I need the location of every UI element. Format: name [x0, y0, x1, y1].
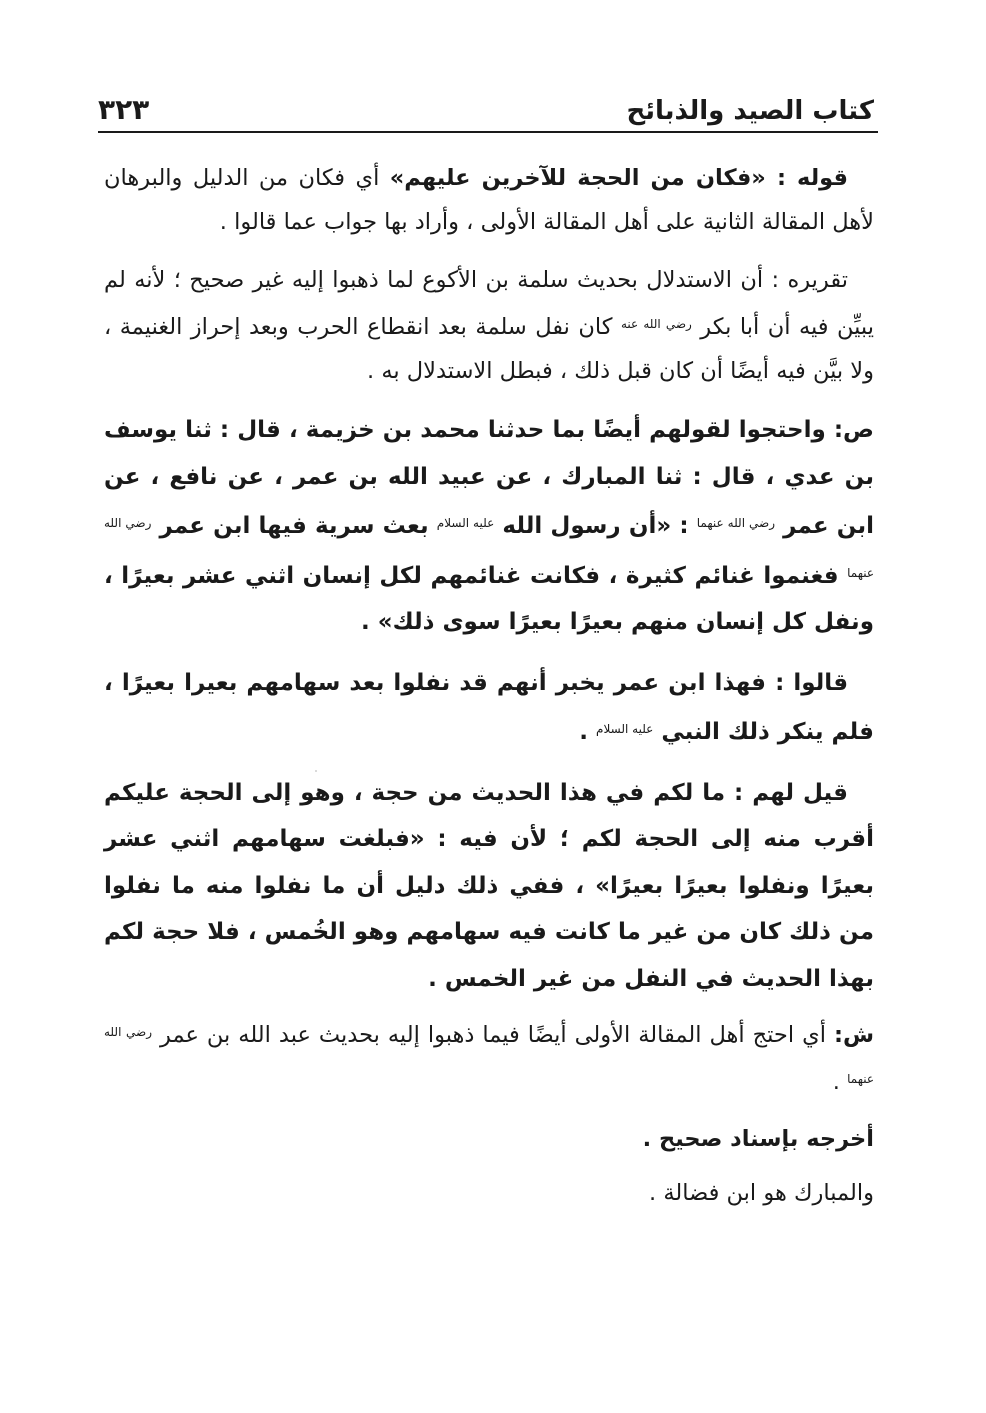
quoted-phrase: قوله : «فكان من الحجة للآخرين عليهم»: [389, 165, 848, 191]
section-marker: ش:: [833, 1022, 874, 1048]
paragraph-text: بعث سرية فيها ابن عمر: [151, 513, 437, 539]
honorific-symbol: رضي الله عنهما: [104, 516, 874, 580]
paragraph-commentary-2: [104, 258, 874, 393]
honorific-symbol: رضي الله عنهما: [696, 516, 775, 530]
paragraph-text: .: [832, 1069, 848, 1095]
paragraph-hadith: [104, 407, 874, 646]
scan-speck: [315, 770, 317, 772]
paragraph-commentary-1: [104, 156, 874, 244]
page-header: [98, 78, 874, 124]
honorific-symbol: رضي الله عنهما: [104, 1025, 874, 1086]
header-rule: [98, 131, 878, 133]
page-number: ٣٢٣: [98, 93, 150, 126]
narrator-note: والمبارك هو ابن فضالة .: [649, 1180, 874, 1206]
honorific-symbol: عليه السلام: [596, 722, 654, 736]
paragraph-text: كان نفل سلمة بعد انقطاع الحرب وبعد إحراز الغنيمة ، ولا بيَّن فيه أيضًا أن كان قبل ذلك ، فبطل الاستدلال به .: [104, 314, 874, 384]
honorific-symbol: رضي الله عنه: [620, 317, 692, 331]
paragraph-text: قيل لهم : ما لكم في هذا الحديث من حجة ، وهو إلى الحجة عليكم أقرب منه إلى الحجة لكم ؛ لأن فيه : «فبلغت سهامهم اثني عشر بعيرًا ونفلوا بعيرًا بعيرًا» ، ففي ذلك دليل أن ما نفلوا منه ما نفلوا من ذلك كان من غير ما كانت فيه سهامهم وهو الخُمس ، فلا حجة لكم بهذا الحديث في النفل من غير الخمس .: [104, 779, 874, 992]
paragraph-text: قالوا : فهذا ابن عمر يخبر أنهم قد نفلوا بعد سهامهم بعيرا بعيرًا ، فلم ينكر ذلك النبي: [104, 669, 874, 745]
paragraph-text: تقريره : أن الاستدلال بحديث سلمة بن الأكوع لما ذهبوا إليه غير صحيح ؛ لأنه لم يبيِّن فيه أن أبا بكر: [104, 267, 874, 340]
paragraph-text: .: [579, 719, 597, 745]
paragraph-text: : «أن رسول الله: [494, 513, 697, 539]
page-body: [104, 156, 874, 1220]
paragraph-text: أي فكان من الدليل والبرهان لأهل المقالة الثانية على أهل المقالة الأولى ، وأراد بها جواب عما قالوا .: [104, 165, 874, 235]
takhrij-notes: [104, 1112, 874, 1220]
paragraph-response: [104, 770, 874, 1003]
paragraph-explanation: [104, 1010, 874, 1104]
takhrij-line: أخرجه بإسناد صحيح .: [642, 1126, 874, 1152]
paragraph-text: فغنموا غنائم كثيرة ، فكانت غنائمهم لكل إنسان اثني عشر بعيرًا ، ونفل كل إنسان منهم بعيرًا بعيرًا سوى ذلك» .: [104, 562, 874, 635]
paragraph-claim: [104, 660, 874, 756]
paragraph-text: أي احتج أهل المقالة الأولى أيضًا فيما ذهبوا إليه بحديث عبد الله بن عمر: [152, 1022, 834, 1048]
honorific-symbol: عليه السلام: [436, 516, 495, 530]
chapter-title: كتاب الصيد والذبائح: [626, 96, 874, 126]
paragraph-text: ص: واحتجوا لقولهم أيضًا بما حدثنا محمد بن خزيمة ، قال : ثنا يوسف بن عدي ، قال : ثنا المبارك ، عن عبيد الله بن عمر ، عن نافع ، عن ابن عمر: [104, 417, 874, 539]
